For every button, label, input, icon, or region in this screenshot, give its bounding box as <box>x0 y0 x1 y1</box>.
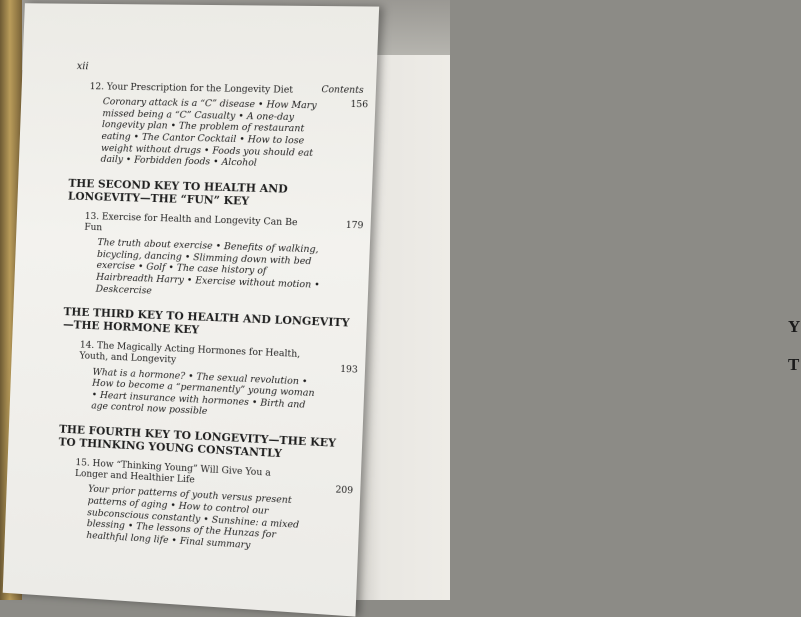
toc-entry-description: Your prior patterns of youth versus present patterns of aging • How to control our subconscious constantly • Sunshine: a mixed blessing • The lessons of the Hunzas for healthful long life • Final summary <box>86 483 300 551</box>
part-heading-third-key: THE THIRD KEY TO HEALTH AND LONGEVITY—THE HORMONE KEY <box>62 305 350 337</box>
toc-entry-13 <box>82 210 364 305</box>
toc-entry-title: 14. The Magically Acting Hormones for Health, Youth, and Longevity <box>79 339 301 366</box>
toc-entry-page: 193 <box>339 364 358 376</box>
contents-page <box>3 3 379 616</box>
toc-entry-title: 15. How “Thinking Young” Will Give You a Longer and Healthier Life <box>74 457 272 486</box>
toc-entry-15 <box>73 457 354 557</box>
right-page-letter-top: Y <box>788 317 801 336</box>
toc-entry-page: 209 <box>335 485 354 497</box>
right-page-letter-bottom: T <box>788 355 801 374</box>
toc-entry-page: 179 <box>345 220 364 232</box>
part-heading-second-key: THE SECOND KEY TO HEALTH AND LONGEVITY—THE “FUN” KEY <box>67 176 288 208</box>
toc-entry-description: What is a hormone? • The sexual revolution • How to become a “permanently” young woman • Heart insurance with hormones • Birth and age control now possible <box>91 366 315 418</box>
toc-entry-12 <box>87 81 369 172</box>
toc-entry-14 <box>77 339 358 425</box>
toc-entry-page: 156 <box>350 99 369 111</box>
toc-entry-title: 13. Exercise for Health and Longevity Can Be Fun <box>84 210 298 234</box>
toc-entry-description: The truth about exercise • Benefits of walking, bicycling, dancing • Slimming down with bed exercise • Golf • The case history of Hairbreadth Harry • Exercise without motion • Deskcercise <box>95 237 321 297</box>
toc-entry-description: Coronary attack is a “C” disease • How Mary missed being a “C” Casualty • A one-day longevity plan • The problem of restaurant eating • The Cantor Cocktail • How to lose weight without drugs • Foods you should eat daily • Forbidden foods • Alcohol <box>100 96 317 169</box>
toc-entry-title: 12. Your Prescription for the Longevity Diet <box>89 81 294 96</box>
contents-list <box>55 81 369 557</box>
part-heading-fourth-key: THE FOURTH KEY TO LONGEVITY—THE KEY TO THINKING YOUNG CONSTANTLY <box>58 422 337 461</box>
running-head: Contents <box>321 85 364 96</box>
page-number: xii <box>76 61 89 73</box>
